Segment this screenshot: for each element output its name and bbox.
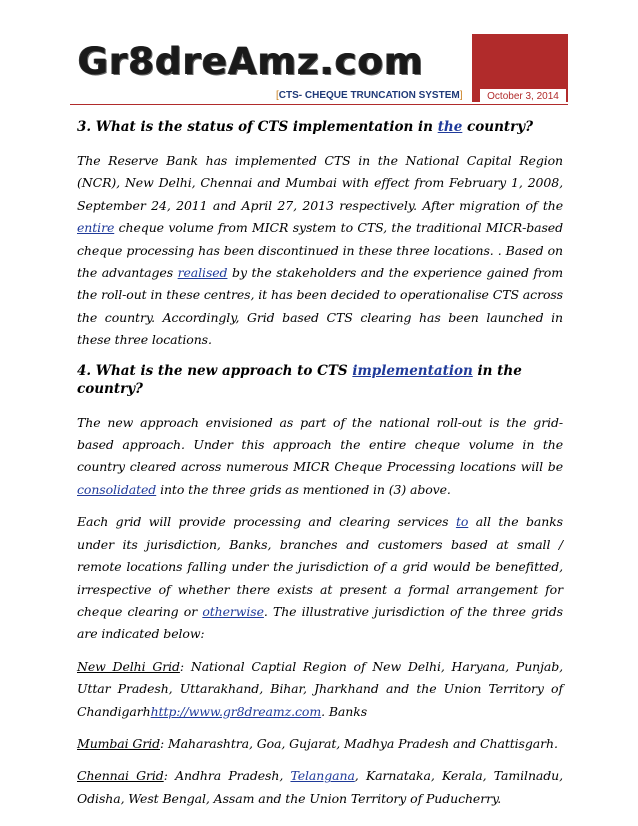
header-date: October 3, 2014 [480, 89, 566, 104]
chennai-grid-text: : Andhra Pradesh, [163, 768, 291, 784]
q3-title-link[interactable]: the [437, 119, 463, 135]
q4-paragraph-2 [77, 511, 563, 645]
header-topic-text: CTS- CHEQUE TRUNCATION SYSTEM [278, 90, 460, 101]
q3-p-text-b: cheque volume from MICR system to CTS, the traditional MICR-based cheque processing has been discontinued in these three locations. . Based on the advantages [77, 220, 563, 281]
q3-p-text-a: The Reserve Bank has implemented CTS in the National Capital Region (NCR), New Delhi, Chennai and Mumbai with effect from February 1, 2008, September 24, 2011 and April 27, 2013 respectively. After migration of the [77, 153, 563, 213]
new-delhi-grid-end: . Banks [321, 703, 368, 719]
site-logo[interactable]: Gr8dreAmz.com [78, 40, 424, 83]
new-delhi-grid-paragraph [77, 656, 563, 723]
link-to[interactable]: to [455, 514, 469, 530]
q4-title-link[interactable]: implementation [352, 362, 473, 379]
q3-title-end: country? [462, 119, 533, 135]
new-delhi-grid-label: New Delhi Grid [77, 658, 180, 674]
q4-p1-text-b: into the three grids as mentioned in (3) above. [156, 481, 451, 497]
question-4-heading [77, 362, 563, 398]
mumbai-grid-paragraph [77, 733, 563, 755]
q4-p1-text-a: The new approach envisioned as part of the national roll-out is the grid-based approach. Under this approach the entire cheque volume in the country cleared across numerous MICR Cheque Processing locations will be [77, 414, 563, 475]
mumbai-grid-text: : Maharashtra, Goa, Gujarat, Madhya Pradesh and Chattisgarh. [160, 735, 558, 751]
link-realised[interactable]: realised [177, 265, 228, 281]
document-body [77, 110, 563, 820]
q3-paragraph [77, 150, 563, 352]
bracket-open: [ [276, 90, 279, 101]
q4-p2-text-b: all the banks under its jurisdiction, Banks, branches and customers based at small / remote locations falling under the jurisdiction of a grid would be benefitted, irrespective of whether there exists at present a formal arrangement for cheque clearing or [77, 514, 563, 619]
question-3-heading [77, 118, 563, 136]
page-header [70, 34, 568, 104]
q4-title-end: in the country? [77, 362, 522, 397]
new-delhi-grid-text: : National Captial Region of New Delhi, Haryana, Punjab, Uttar Pradesh, Uttarakhand, Bihar, Jharkhand and the Union Territory of Chandigarh [77, 658, 563, 719]
chennai-grid-end: , Karnataka, Kerala, Tamilnadu, Odisha, West Bengal, Assam and the Union Territory of Puducherry. [77, 768, 563, 806]
header-rule [70, 104, 568, 105]
bracket-close: ] [459, 90, 463, 101]
mumbai-grid-label: Mumbai Grid [77, 735, 160, 751]
q4-paragraph-1 [77, 412, 563, 502]
link-telangana[interactable]: Telangana [290, 768, 355, 784]
link-otherwise[interactable]: otherwise [202, 603, 264, 619]
gr8dreamz-link[interactable]: http://www.gr8dreamz.com [150, 703, 322, 719]
q3-title-text: 3. What is the status of CTS implementation in [77, 119, 438, 135]
q4-p2-text-c: . The illustrative jurisdiction of the three grids are indicated below: [77, 603, 564, 642]
q4-p2-text-a: Each grid will provide processing and clearing services [77, 514, 456, 530]
chennai-grid-label: Chennai Grid [77, 768, 164, 784]
link-consolidated[interactable]: consolidated [77, 481, 157, 497]
q3-p-text-c: by the stakeholders and the experience gained from the roll-out in these centres, it has been decided to operationalise CTS across the country. Accordingly, Grid based CTS clearing has been launched in these three locations. [77, 265, 563, 348]
q4-title-text: 4. What is the new approach to CTS [77, 362, 353, 379]
chennai-grid-paragraph [77, 765, 563, 810]
link-entire[interactable]: entire [77, 220, 115, 236]
